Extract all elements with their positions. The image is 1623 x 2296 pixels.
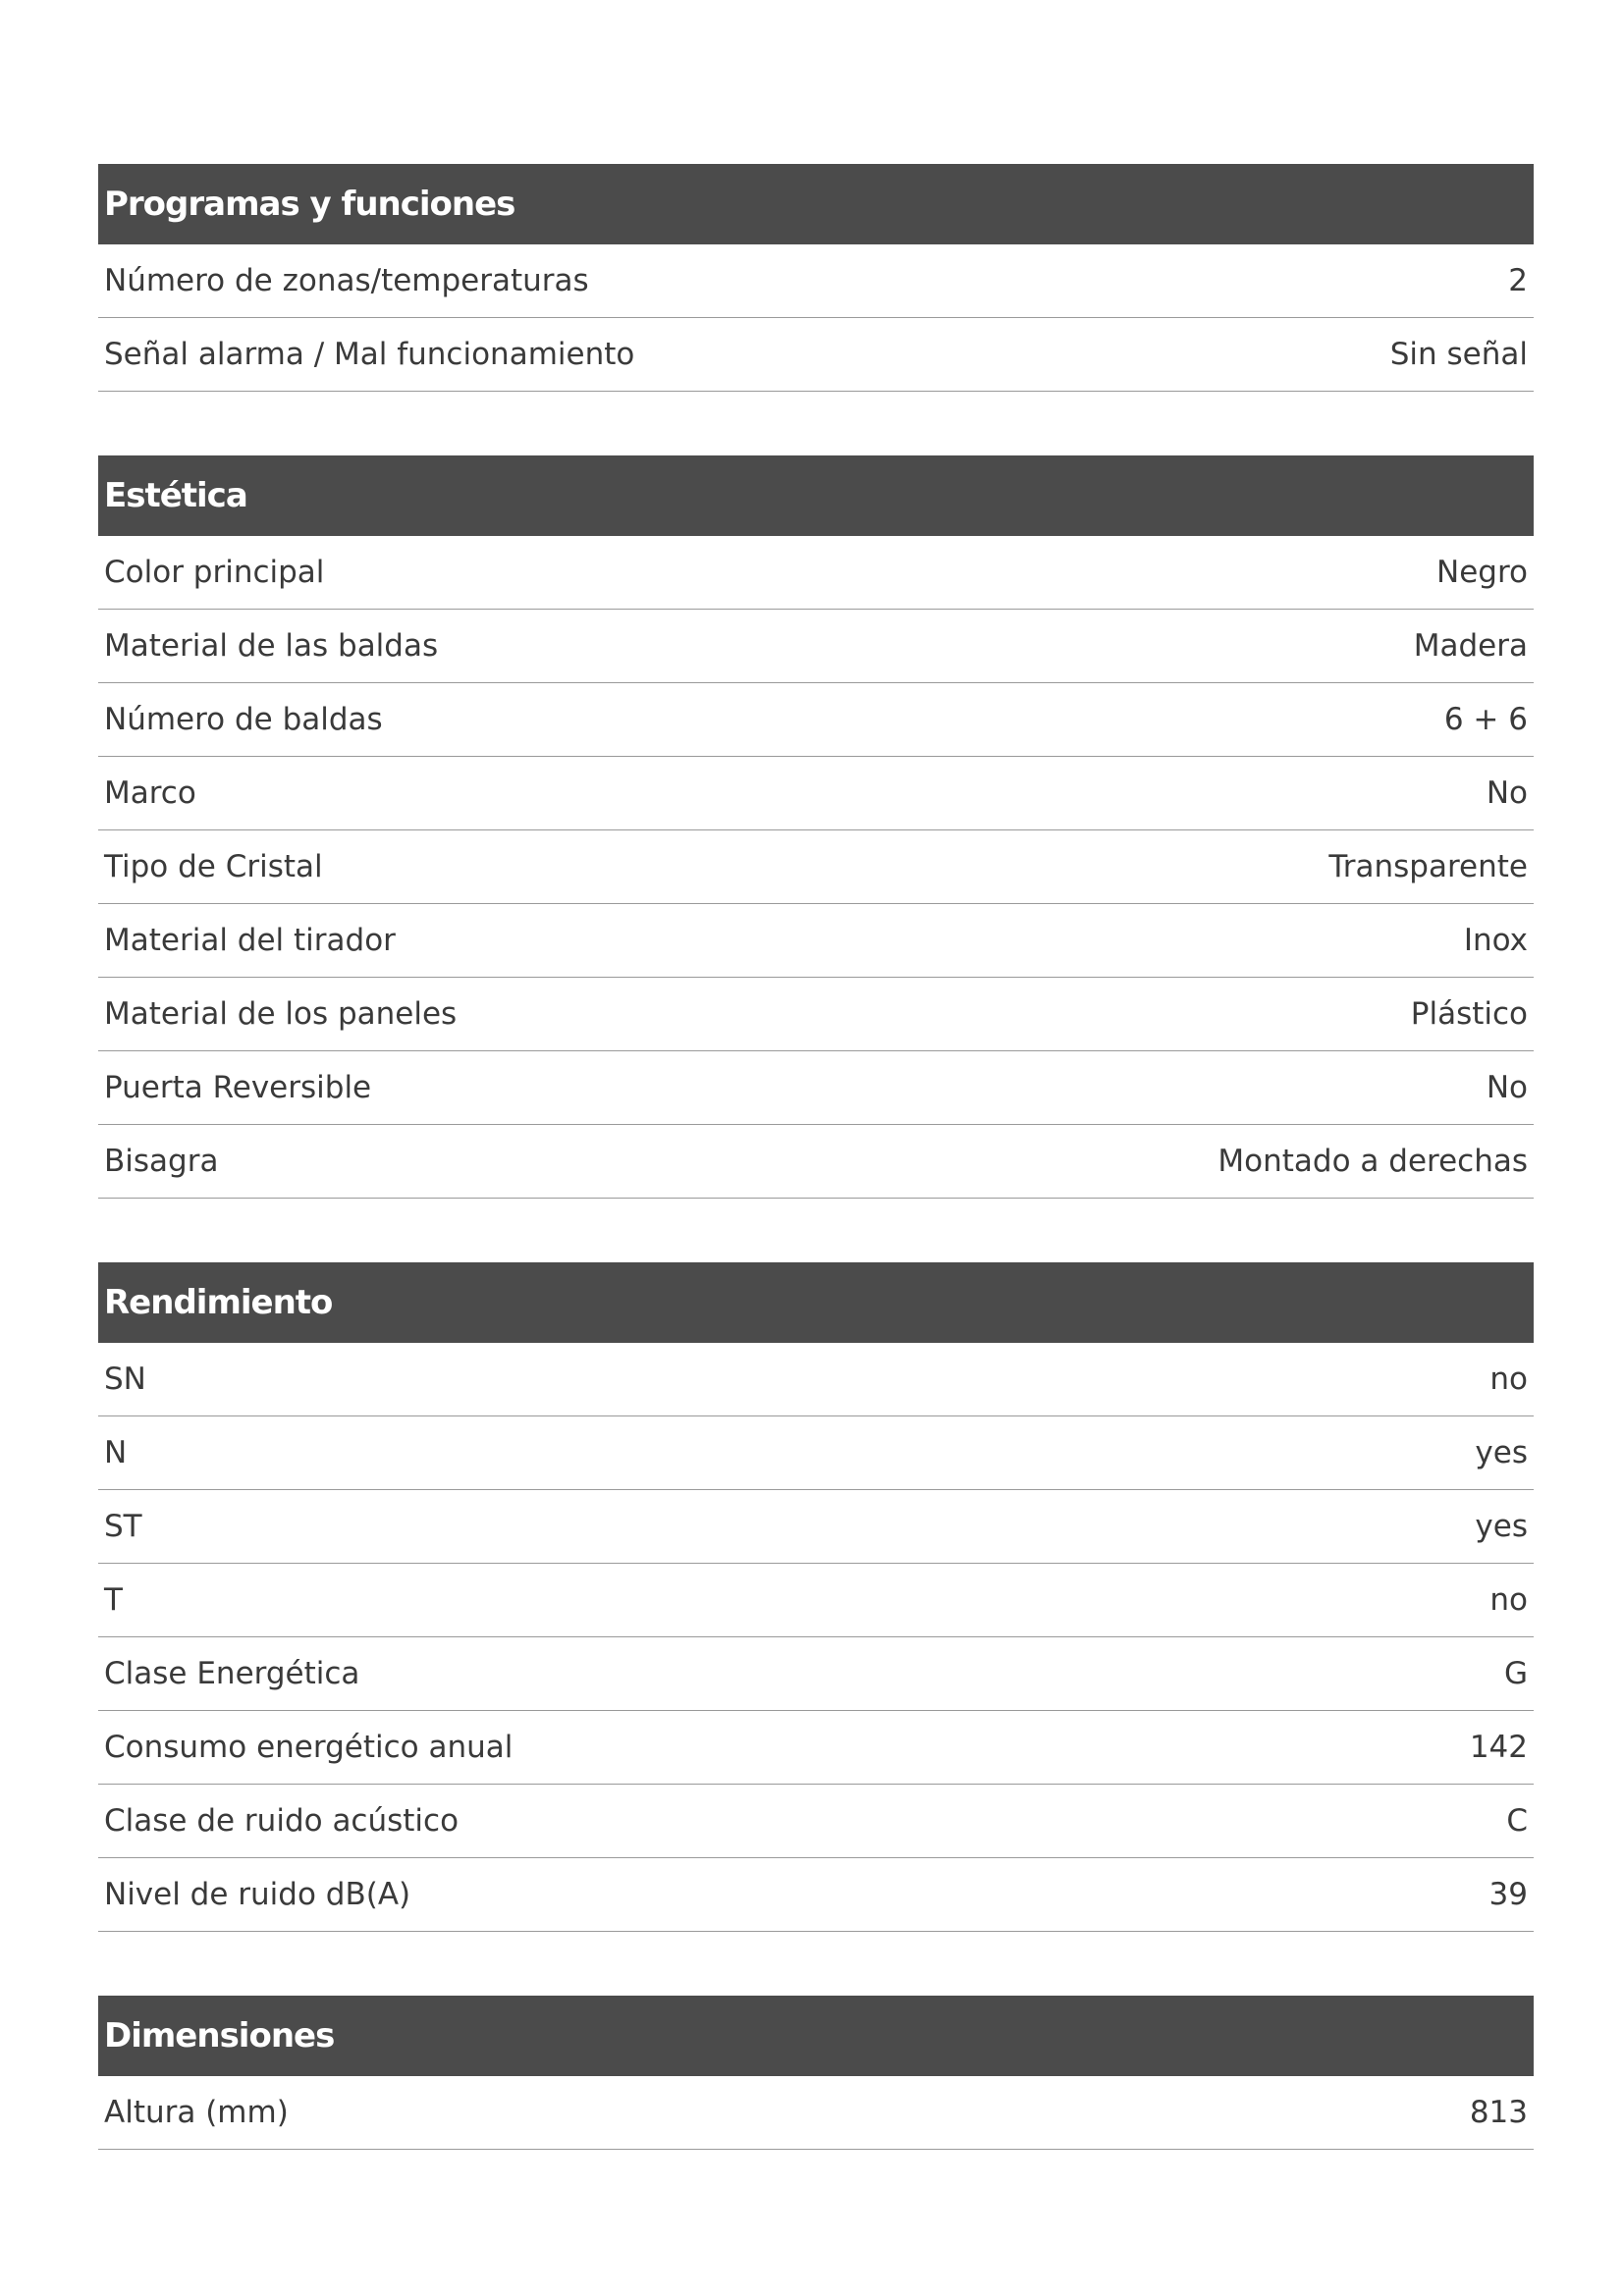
spec-sheet — [98, 164, 1534, 2214]
spec-value: no — [1489, 1362, 1528, 1397]
spec-row — [98, 904, 1534, 978]
spec-label: Nivel de ruido dB(A) — [104, 1877, 411, 1912]
spec-value: Inox — [1463, 923, 1528, 958]
spec-row — [98, 1711, 1534, 1785]
spec-label: N — [104, 1435, 128, 1470]
spec-value: yes — [1475, 1435, 1528, 1470]
spec-value: Sin señal — [1389, 337, 1528, 372]
spec-value: No — [1486, 1070, 1528, 1105]
spec-row — [98, 1637, 1534, 1711]
spec-value: no — [1489, 1582, 1528, 1618]
spec-value: 142 — [1469, 1730, 1528, 1765]
section-title: Programas y funciones — [98, 164, 1534, 244]
section-estetica — [98, 455, 1534, 1199]
spec-label: Clase de ruido acústico — [104, 1803, 460, 1839]
section-title: Estética — [98, 455, 1534, 536]
spec-label: SN — [104, 1362, 146, 1397]
spec-label: Consumo energético anual — [104, 1730, 514, 1765]
spec-row — [98, 244, 1534, 318]
spec-row — [98, 978, 1534, 1051]
spec-value: 2 — [1508, 263, 1528, 298]
spec-value: Montado a derechas — [1217, 1144, 1528, 1179]
spec-label: Altura (mm) — [104, 2095, 289, 2130]
spec-row — [98, 1858, 1534, 1932]
spec-label: Número de zonas/temperaturas — [104, 263, 589, 298]
spec-row — [98, 830, 1534, 904]
spec-row — [98, 610, 1534, 683]
section-rendimiento — [98, 1262, 1534, 1932]
spec-value: Transparente — [1328, 849, 1528, 884]
spec-label: Número de baldas — [104, 702, 383, 737]
spec-row — [98, 683, 1534, 757]
spec-label: Material del tirador — [104, 923, 396, 958]
spec-label: ST — [104, 1509, 142, 1544]
section-dimensiones — [98, 1996, 1534, 2150]
spec-label: T — [104, 1582, 123, 1618]
spec-value: Madera — [1413, 628, 1528, 664]
spec-value: G — [1503, 1656, 1528, 1691]
spec-row — [98, 1343, 1534, 1416]
spec-label: Material de las baldas — [104, 628, 439, 664]
spec-label: Material de los paneles — [104, 996, 458, 1032]
spec-label: Marco — [104, 775, 196, 811]
spec-value: C — [1506, 1803, 1528, 1839]
section-title: Dimensiones — [98, 1996, 1534, 2076]
spec-row — [98, 536, 1534, 610]
spec-row — [98, 2076, 1534, 2150]
spec-label: Puerta Reversible — [104, 1070, 372, 1105]
spec-row — [98, 1051, 1534, 1125]
spec-label: Bisagra — [104, 1144, 219, 1179]
spec-value: 39 — [1488, 1877, 1528, 1912]
spec-row — [98, 1564, 1534, 1637]
spec-row — [98, 1490, 1534, 1564]
spec-row — [98, 757, 1534, 830]
spec-value: yes — [1475, 1509, 1528, 1544]
spec-row — [98, 1125, 1534, 1199]
section-programas-y-funciones — [98, 164, 1534, 392]
spec-value: No — [1486, 775, 1528, 811]
spec-row — [98, 1785, 1534, 1858]
spec-label: Color principal — [104, 555, 325, 590]
spec-value: Negro — [1436, 555, 1528, 590]
spec-value: Plástico — [1410, 996, 1528, 1032]
spec-label: Tipo de Cristal — [104, 849, 323, 884]
spec-row — [98, 1416, 1534, 1490]
spec-label: Clase Energética — [104, 1656, 360, 1691]
spec-row — [98, 318, 1534, 392]
spec-value: 813 — [1469, 2095, 1528, 2130]
spec-value: 6 + 6 — [1443, 702, 1528, 737]
section-title: Rendimiento — [98, 1262, 1534, 1343]
spec-label: Señal alarma / Mal funcionamiento — [104, 337, 635, 372]
